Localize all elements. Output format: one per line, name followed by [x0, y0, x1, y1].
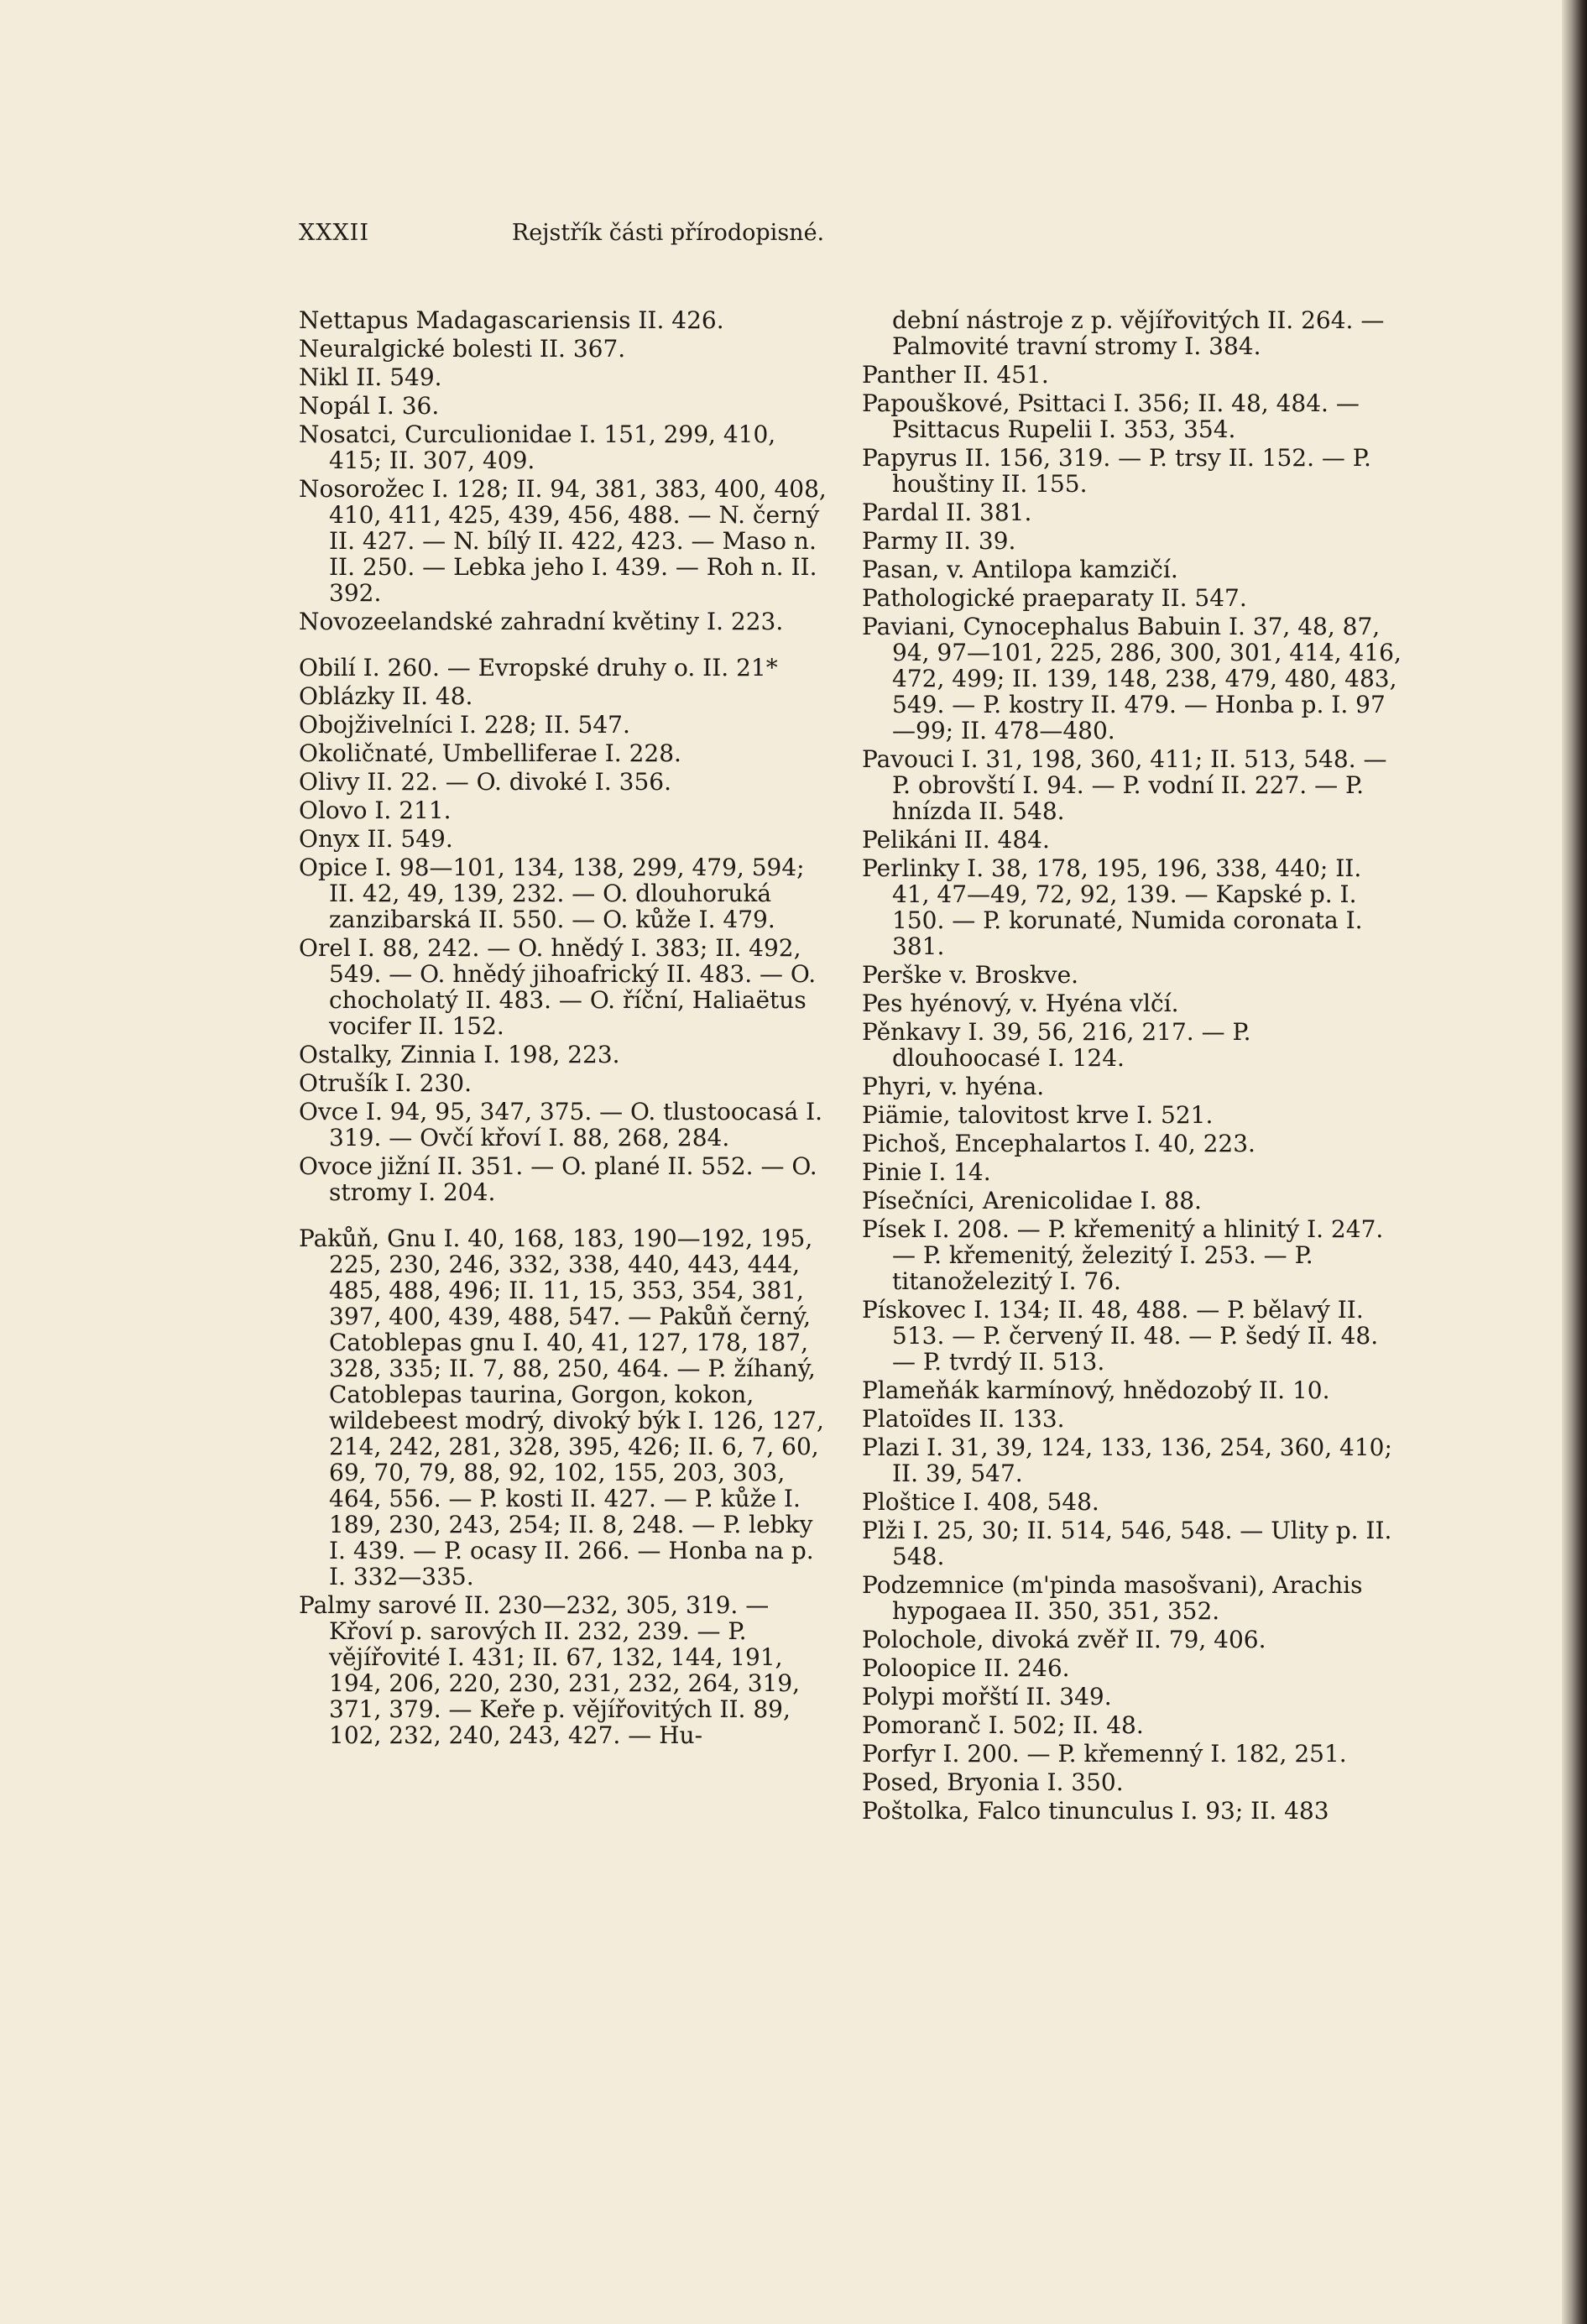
- index-entry: Olivy II. 22. — O. divoké I. 356.: [299, 768, 671, 796]
- index-entry: Pathologické praeparaty II. 547.: [862, 584, 1247, 612]
- index-entry: Nosorožec I. 128; II. 94, 381, 383, 400, 408, 410, 411, 425, 439, 456, 488. — N. černý II. 427. — N. bílý II. 422, 423. — Maso n. II. 250. — Lebka jeho I. 439. — Roh n. II. 392.: [299, 475, 827, 607]
- index-entry: Platoïdes II. 133.: [862, 1405, 1065, 1433]
- index-entry: Obilí I. 260. — Evropské druhy o. II. 21*: [299, 654, 778, 682]
- index-entry: Palmy sarové II. 230—232, 305, 319. — Křoví p. sarových II. 232, 239. — P. vějířovité I. 431; II. 67, 132, 144, 191, 194, 206, 220, 230, 231, 232, 264, 319, 371, 379. — Keře p. vějířovitých II. 89, 102, 232, 240, 243, 427. — Hu-: [299, 1591, 801, 1749]
- index-entry: Písečníci, Arenicolidae I. 88.: [862, 1187, 1202, 1214]
- index-entry: Ploštice I. 408, 548.: [862, 1488, 1099, 1516]
- index-entry: Pískovec I. 134; II. 48, 488. — P. bělavý II. 513. — P. červený II. 48. — P. šedý II. 48. — P. tvrdý II. 513.: [862, 1296, 1379, 1376]
- index-entry: Ovoce jižní II. 351. — O. plané II. 552. — O. stromy I. 204.: [299, 1152, 817, 1206]
- index-entry: Onyx II. 549.: [299, 825, 453, 853]
- index-entry: Papouškové, Psittaci I. 356; II. 48, 484. — Psittacus Rupelii I. 353, 354.: [862, 389, 1360, 443]
- index-entry: Posed, Bryonia I. 350.: [862, 1768, 1124, 1796]
- index-entry: Phyri, v. hyéna.: [862, 1073, 1045, 1100]
- page-title: Rejstřík části přírodopisné.: [511, 220, 825, 246]
- index-entry: dební nástroje z p. vějířovitých II. 264. — Palmovité travní stromy I. 384.: [892, 306, 1385, 360]
- page-number: XXXII: [299, 220, 369, 246]
- index-entry: Pomoranč I. 502; II. 48.: [862, 1711, 1144, 1739]
- index-entry: Paviani, Cynocephalus Babuin I. 37, 48, 87, 94, 97—101, 225, 286, 300, 301, 414, 416, 472, 499; II. 139, 148, 238, 479, 480, 483, 549. — P. kostry II. 479. — Honba p. I. 97—99; II. 478—480.: [862, 613, 1402, 744]
- index-entry: Ovce I. 94, 95, 347, 375. — O. tlustoocasá I. 319. — Ovčí křoví I. 88, 268, 284.: [299, 1098, 823, 1152]
- index-entry: Plameňák karmínový, hnědozobý II. 10.: [862, 1376, 1330, 1404]
- index-entry: Polochole, divoká zvěř II. 79, 406.: [862, 1626, 1266, 1653]
- index-entry: Porfyr I. 200. — P. křemenný I. 182, 251.: [862, 1740, 1347, 1768]
- page-header: [299, 220, 1037, 253]
- index-entry: Piämie, talovitost krve I. 521.: [862, 1101, 1214, 1129]
- index-entry: Polypi mořští II. 349.: [862, 1683, 1112, 1710]
- index-entry: Okoličnaté, Umbelliferae I. 228.: [299, 739, 681, 767]
- index-entry: Pěnkavy I. 39, 56, 216, 217. — P. dlouhoocasé I. 124.: [862, 1018, 1251, 1072]
- page-edge-shadow: [1562, 0, 1587, 2324]
- index-entry: Ostalky, Zinnia I. 198, 223.: [299, 1041, 620, 1068]
- index-entry: Pichoš, Encephalartos I. 40, 223.: [862, 1130, 1256, 1157]
- index-entry: Parmy II. 39.: [862, 527, 1016, 555]
- index-entry: Pes hyénový, v. Hyéna vlčí.: [862, 990, 1179, 1017]
- index-entry: Podzemnice (m'pinda masošvani), Arachis hypogaea II. 350, 351, 352.: [862, 1571, 1363, 1625]
- index-entry: Pelikáni II. 484.: [862, 826, 1050, 854]
- index-entry: Panther II. 451.: [862, 361, 1049, 389]
- index-entry: Pardal II. 381.: [862, 499, 1032, 526]
- index-entry: Novozeelandské zahradní květiny I. 223.: [299, 608, 784, 635]
- index-entry: Otrušík I. 230.: [299, 1069, 472, 1097]
- index-entry: Nosatci, Curculionidae I. 151, 299, 410, 415; II. 307, 409.: [299, 420, 776, 474]
- index-entry: Olovo I. 211.: [299, 796, 452, 824]
- index-entry: Pakůň, Gnu I. 40, 168, 183, 190—192, 195, 225, 230, 246, 332, 338, 440, 443, 444, 485, 488, 496; II. 11, 15, 353, 354, 381, 397, 400, 439, 488, 547. — Pakůň černý, Catoblepas gnu I. 40, 41, 127, 178, 187, 328, 335; II. 7, 88, 250, 464. — P. žíhaný, Catoblepas taurina, Gorgon, kokon, wildebeest modrý, divoký býk I. 126, 127, 214, 242, 281, 328, 395, 426; II. 6, 7, 60, 69, 70, 79, 88, 92, 102, 155, 203, 303, 464, 556. — P. kosti II. 427. — P. kůže I. 189, 230, 243, 254; II. 8, 248. — P. lebky I. 439. — P. ocasy II. 266. — Honba na p. I. 332—335.: [299, 1225, 824, 1590]
- index-entry: Nettapus Madagascariensis II. 426.: [299, 306, 724, 334]
- index-entry: Neuralgické bolesti II. 367.: [299, 335, 626, 363]
- index-entry: Písek I. 208. — P. křemenitý a hlinitý I. 247. — P. křemenitý, železitý I. 253. — P. titanoželezitý I. 76.: [862, 1215, 1384, 1295]
- index-entry: Poloopice II. 246.: [862, 1654, 1070, 1682]
- index-entry: Plži I. 25, 30; II. 514, 546, 548. — Ulity p. II. 548.: [862, 1517, 1392, 1570]
- index-entry: Opice I. 98—101, 134, 138, 299, 479, 594; II. 42, 49, 139, 232. — O. dlouhoruká zanzibarská II. 550. — O. kůže I. 479.: [299, 854, 805, 933]
- index-entry: Obojživelníci I. 228; II. 547.: [299, 711, 630, 739]
- index-entry: Perlinky I. 38, 178, 195, 196, 338, 440; II. 41, 47—49, 72, 92, 139. — Kapské p. I. 150. — P. korunaté, Numida coronata I. 381.: [862, 854, 1363, 960]
- index-entry: Nikl II. 549.: [299, 363, 442, 391]
- index-entry: Perške v. Broskve.: [862, 961, 1079, 989]
- index-column-right: [862, 307, 1403, 1826]
- index-entry: Nopál I. 36.: [299, 392, 440, 420]
- index-entry: Pinie I. 14.: [862, 1158, 991, 1186]
- index-entry: Oblázky II. 48.: [299, 682, 473, 710]
- index-entry: Orel I. 88, 242. — O. hnědý I. 383; II. 492, 549. — O. hnědý jihoafrický II. 483. — O. chocholatý II. 483. — O. říční, Haliaëtus vocifer II. 152.: [299, 934, 817, 1040]
- index-entry: Pavouci I. 31, 198, 360, 411; II. 513, 548. — P. obrovští I. 94. — P. vodní II. 227. — P. hnízda II. 548.: [862, 745, 1387, 825]
- index-entry: Poštolka, Falco tinunculus I. 93; II. 483: [862, 1797, 1329, 1825]
- index-entry: Pasan, v. Antilopa kamzičí.: [862, 556, 1178, 583]
- index-entry: Papyrus II. 156, 319. — P. trsy II. 152. — P. houštiny II. 155.: [862, 444, 1371, 498]
- index-column-left: [299, 307, 827, 1751]
- index-entry: Plazi I. 31, 39, 124, 133, 136, 254, 360, 410; II. 39, 547.: [862, 1434, 1392, 1487]
